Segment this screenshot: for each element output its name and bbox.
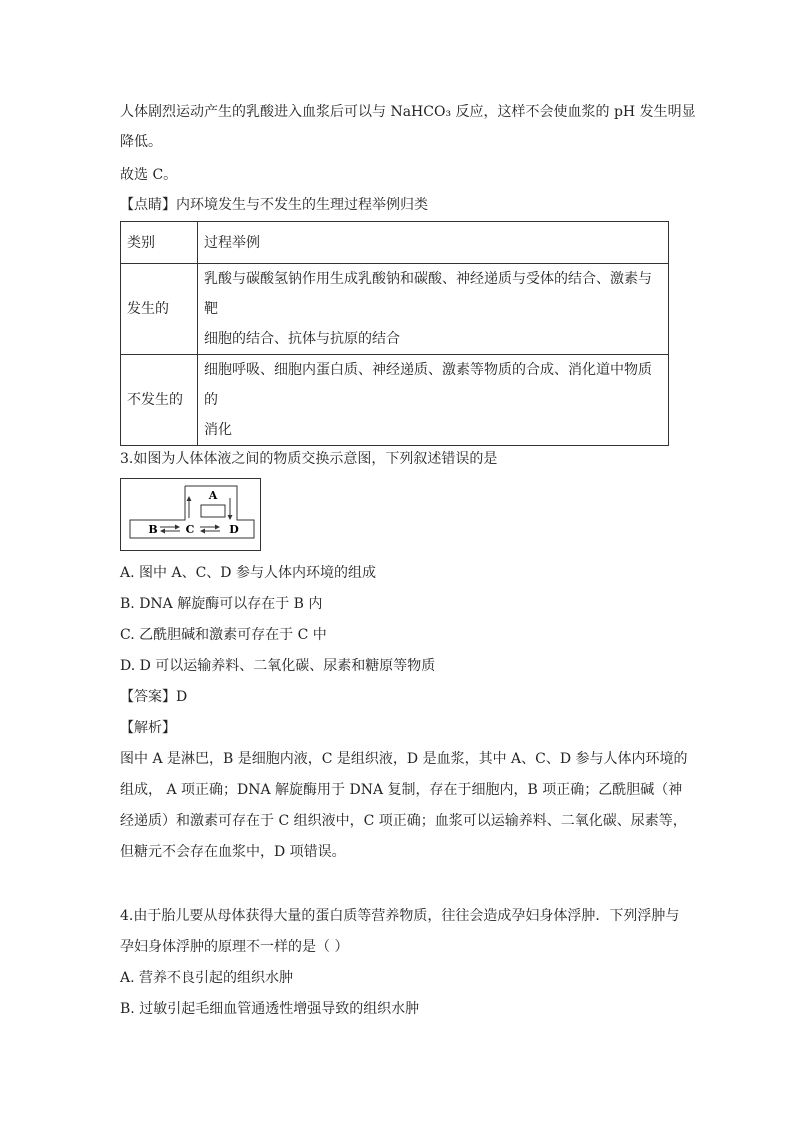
option-c: C. 乙酰胆碱和激素可存在于 C 中	[120, 627, 327, 643]
table-cell-examples	[198, 264, 669, 355]
answer-label: 【答案】D	[120, 689, 188, 705]
table-header-cell: 类别	[121, 222, 198, 264]
option-b: B. DNA 解旋酶可以存在于 B 内	[120, 596, 323, 612]
question-3-stem: 3.如图为人体体液之间的物质交换示意图，下列叙述错误的是	[120, 451, 498, 467]
table-cell-line: 细胞呼吸、细胞内蛋白质、神经递质、激素等物质的合成、消化道中物质的	[204, 362, 652, 408]
diagram-frame	[121, 479, 261, 551]
table-row	[121, 264, 669, 355]
label-a: A	[208, 489, 218, 502]
table-cell-line: 消化	[204, 422, 232, 438]
text-line: 降低。	[120, 134, 162, 150]
question-4-stem: 孕妇身体浮肿的原理不一样的是（ ）	[120, 939, 349, 955]
analysis-line: 图中 A 是淋巴，B 是细胞内液，C 是组织液，D 是血浆，其中 A、C、D 参与人体内环境的	[120, 751, 688, 767]
option-a: A. 图中 A、C、D 参与人体内环境的组成	[120, 565, 376, 581]
label-d: D	[229, 523, 239, 536]
process-classification-table	[120, 221, 669, 446]
option-d: D. D 可以运输养料、二氧化碳、尿素和糖原等物质	[120, 658, 436, 674]
body-fluid-exchange-diagram	[120, 478, 261, 551]
table-cell-category: 发生的	[121, 264, 198, 355]
analysis-line: 但糖元不会存在血浆中，D 项错误。	[120, 844, 346, 860]
table-cell-line: 细胞的结合、抗体与抗原的结合	[204, 331, 400, 347]
section-heading: 【点睛】内环境发生与不发生的生理过程举例归类	[120, 197, 428, 213]
analysis-line: 经递质）和激素可存在于 C 组织液中，C 项正确；血浆可以运输养料、二氧化碳、尿素等，	[120, 813, 687, 829]
analysis-line: 组成， A 项正确；DNA 解旋酶用于 DNA 复制，存在于细胞内，B 项正确；乙酰胆碱（神	[120, 782, 683, 798]
table-header-row	[121, 222, 669, 264]
label-b: B	[148, 523, 158, 536]
text-line: 人体剧烈运动产生的乳酸进入血浆后可以与 NaHCO₃ 反应，这样不会使血浆的 pH 发生明显	[120, 104, 696, 120]
table-cell-category: 不发生的	[121, 355, 198, 446]
table-cell-line: 乳酸与碳酸氢钠作用生成乳酸钠和碳酸、神经递质与受体的结合、激素与靶	[204, 271, 652, 317]
text-line: 故选 C。	[120, 167, 178, 183]
question-4-stem: 4.由于胎儿要从母体获得大量的蛋白质等营养物质，往往会造成孕妇身体浮肿．下列浮肿与	[120, 908, 680, 924]
table-header-cell: 过程举例	[198, 222, 669, 264]
table-row	[121, 355, 669, 446]
option-a: A. 营养不良引起的组织水肿	[120, 970, 294, 986]
label-c: C	[185, 523, 195, 536]
analysis-heading: 【解析】	[120, 720, 176, 736]
option-b: B. 过敏引起毛细血管通透性增强导致的组织水肿	[120, 1001, 420, 1017]
table-cell-examples	[198, 355, 669, 446]
